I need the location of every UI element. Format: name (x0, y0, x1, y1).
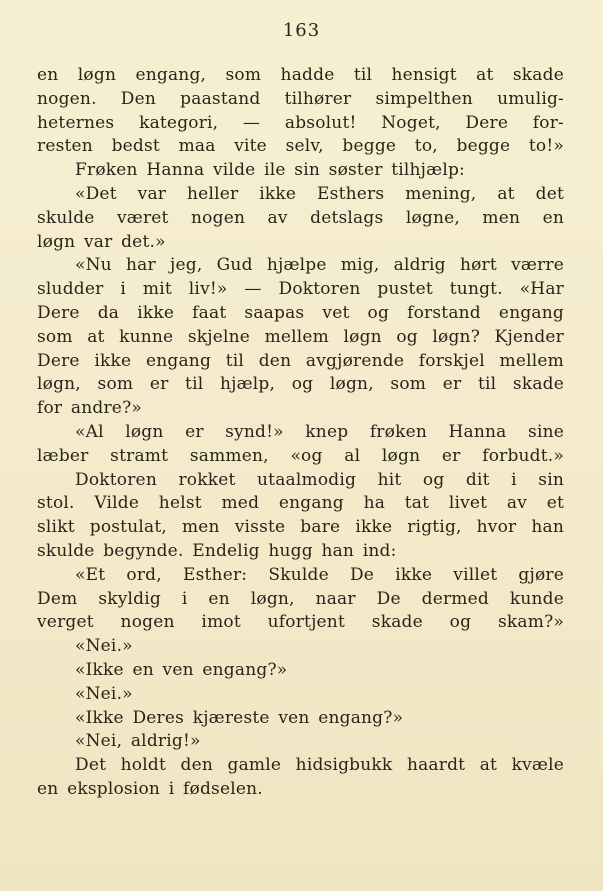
text-line: «Nei.» (75, 636, 133, 657)
text-line: for andre?» (37, 398, 142, 419)
text-line: læber stramt sammen, «og al løgn er forbudt.» (37, 445, 564, 466)
text-line: «Al løgn er synd!» knep frøken Hanna sine (75, 421, 564, 442)
text-line: sludder i mit liv!» — Doktoren pustet tungt. «Har (37, 279, 564, 300)
text-line: Doktoren rokket utaalmodig hit og dit i sin (75, 469, 564, 490)
text-line: verget nogen imot ufortjent skade og skam?» (37, 612, 564, 633)
text-line: som at kunne skjelne mellem løgn og løgn? Kjender (37, 326, 564, 347)
text-line: skulde begynde. Endelig hugg han ind: (37, 540, 397, 561)
text-line: Frøken Hanna vilde ile sin søster tilhjælp: (75, 160, 465, 181)
text-line: slikt postulat, men visste bare ikke rigtig, hvor han (37, 517, 564, 538)
text-line: Det holdt den gamle hidsigbukk haardt at kvæle (75, 755, 564, 776)
text-line: en eksplosion i fødselen. (37, 778, 263, 799)
text-line: Dere ikke engang til den avgjørende forskjel mellem (37, 350, 564, 371)
text-line: skulde været nogen av detslags løgne, men en (37, 207, 564, 228)
text-line: løgn, som er til hjælp, og løgn, som er til skade (37, 374, 564, 395)
text-line: «Nei.» (75, 683, 133, 704)
text-line: resten bedst maa vite selv, begge to, begge to!» (37, 136, 564, 157)
text-line: Dem skyldig i en løgn, naar De dermed kunde (37, 588, 564, 609)
text-line: «Nu har jeg, Gud hjælpe mig, aldrig hørt værre (75, 255, 564, 276)
text-line: «Det var heller ikke Esthers mening, at det (75, 183, 564, 204)
text-line: heternes kategori, — absolut! Noget, Dere for- (37, 112, 564, 133)
text-line: stol. Vilde helst med engang ha tat livet av et (37, 493, 564, 514)
text-line: Dere da ikke faat saapas vet og forstand engang (37, 302, 564, 323)
text-line: «Nei, aldrig!» (75, 731, 201, 752)
page-number: 163 (282, 20, 321, 41)
text-line: en løgn engang, som hadde til hensigt at skade (37, 65, 564, 85)
text-line: «Ikke en ven engang?» (75, 659, 288, 680)
body-text (37, 64, 564, 802)
text-line: nogen. Den paastand tilhører simpelthen umulig- (37, 88, 564, 109)
text-line: «Ikke Deres kjæreste ven engang?» (75, 707, 404, 728)
text-line: løgn var det.» (37, 231, 166, 252)
text-line: «Et ord, Esther: Skulde De ikke villet gjøre (75, 564, 564, 585)
